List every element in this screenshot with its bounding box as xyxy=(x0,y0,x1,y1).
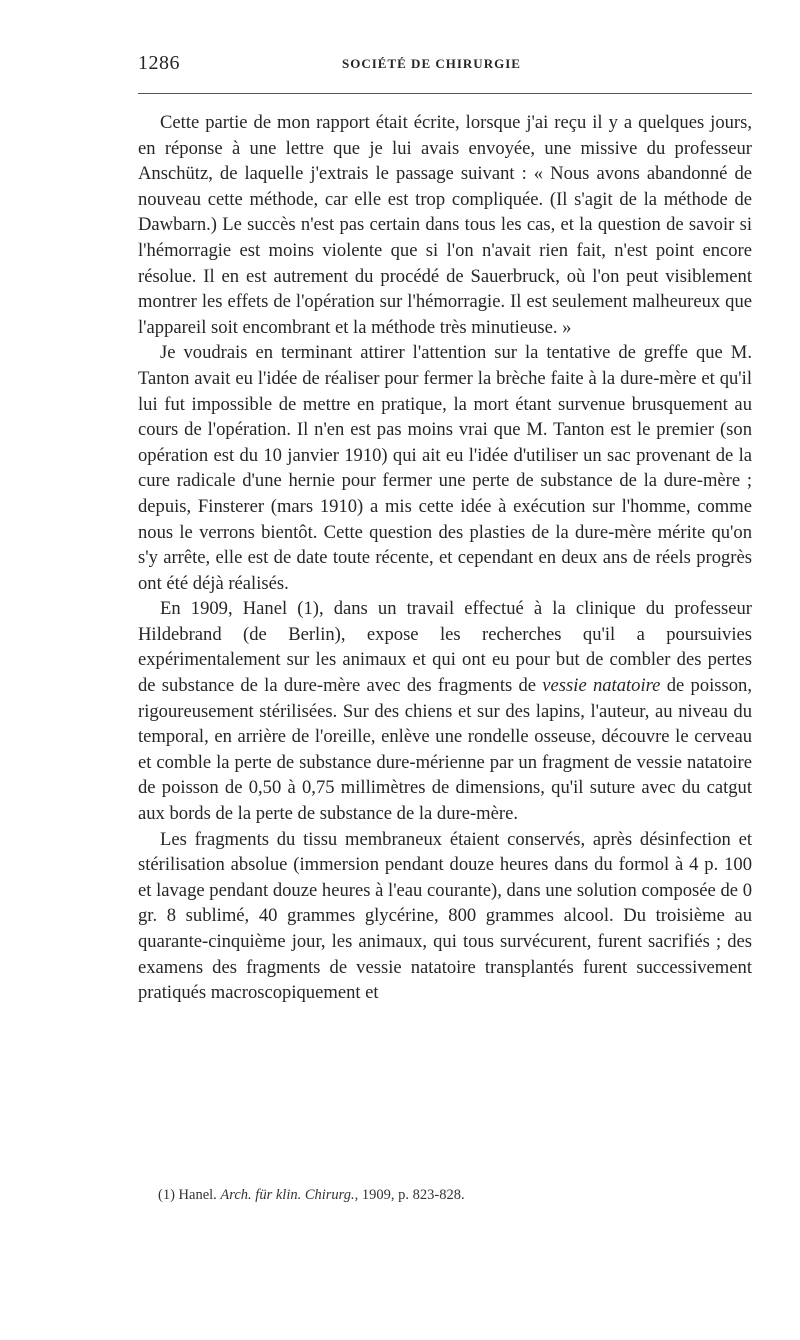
footnote xyxy=(158,1186,465,1204)
header-rule xyxy=(138,93,752,94)
paragraph: Cette partie de mon rapport était écrite, lorsque j'ai reçu il y a quelques jours, en réponse à une lettre que je lui avais envoyée, une missive du professeur Anschütz, de laquelle j'extrais le passage suivant : « Nous avons abandonné de nouveau cette méthode, car elle est trop compliquée. (Il s'agit de la méthode de Dawbarn.) Le succès n'est pas certain dans tous les cas, et la question de savoir si l'hémorragie est moins violente que si l'on n'avait rien fait, n'est point encore résolue. Il en est autrement du procédé de Sauerbruck, où l'on peut visiblement montrer les effets de l'opération sur l'hémorragie. Il est seulement malheureux que l'appareil soit encombrant et la méthode très minutieuse. » xyxy=(138,112,752,338)
paragraph-text: En 1909, Hanel (1), dans un travail effectué à la clinique du professeur Hildebrand (de Berlin), expose les recherches qu'il a poursuivies expérimentalement sur les animaux et qui ont eu pour but de combler des pertes de substance de la dure-mère avec des fragments de xyxy=(138,598,752,697)
paragraph-text: de poisson, rigoureusement stérilisées. Sur des chiens et sur des lapins, l'auteur, au niveau du temporal, en arrière de l'oreille, enlève une rondelle osseuse, découvre le cerveau et comble la perte de substance dure-mérienne par un fragment de vessie natatoire de poisson de 0,50 à 0,75 millimètres de dimensions, qu'il suture avec du catgut aux bords de la perte de substance de la dure-mère. xyxy=(138,675,752,825)
footnote-number: (1) Hanel. xyxy=(158,1187,217,1203)
page-header xyxy=(138,52,752,78)
running-head: SOCIÉTÉ DE CHIRURGIE xyxy=(342,56,521,71)
paragraph xyxy=(138,596,752,826)
footnote-rest: , 1909, p. 823-828. xyxy=(354,1187,465,1203)
italic-term: vessie natatoire xyxy=(542,675,661,697)
paragraph: Je voudrais en terminant attirer l'attention sur la tentative de greffe que M. Tanton avait eu l'idée de réaliser pour fermer la brèche faite à la dure-mère et qu'il lui fut impossible de mettre en pratique, la mort étant survenue brusquement au cours de l'opération. Il n'en est pas moins vrai que M. Tanton est le premier (son opération est du 10 janvier 1910) qui ait eu l'idée d'utiliser un sac provenant de la cure radicale d'une hernie pour fermer une perte de substance de la dure-mère ; depuis, Finsterer (mars 1910) a mis cette idée à exécution sur l'homme, comme nous le verrons bientôt. Cette question des plasties de la dure-mère mérite qu'on s'y arrête, elle est de date toute récente, et cependant en deux ans de réels progrès ont été déjà réalisés. xyxy=(138,342,752,594)
page-number: 1286 xyxy=(138,52,180,74)
paragraph: Les fragments du tissu membraneux étaient conservés, après désinfection et stérilisation absolue (immersion pendant douze heures dans du formol à 4 p. 100 et lavage pendant douze heures à l'eau courante), dans une solution composée de 0 gr. 8 sublimé, 40 grammes glycérine, 800 grammes alcool. Du troisième au quarante-cinquième jour, les animaux, qui tous survécurent, furent sacrifiés ; des examens des fragments de vessie natatoire transplantés furent successivement pratiqués macroscopiquement et xyxy=(138,828,752,1004)
body-text xyxy=(138,110,752,1006)
footnote-journal: Arch. für klin. Chirurg. xyxy=(220,1187,355,1203)
